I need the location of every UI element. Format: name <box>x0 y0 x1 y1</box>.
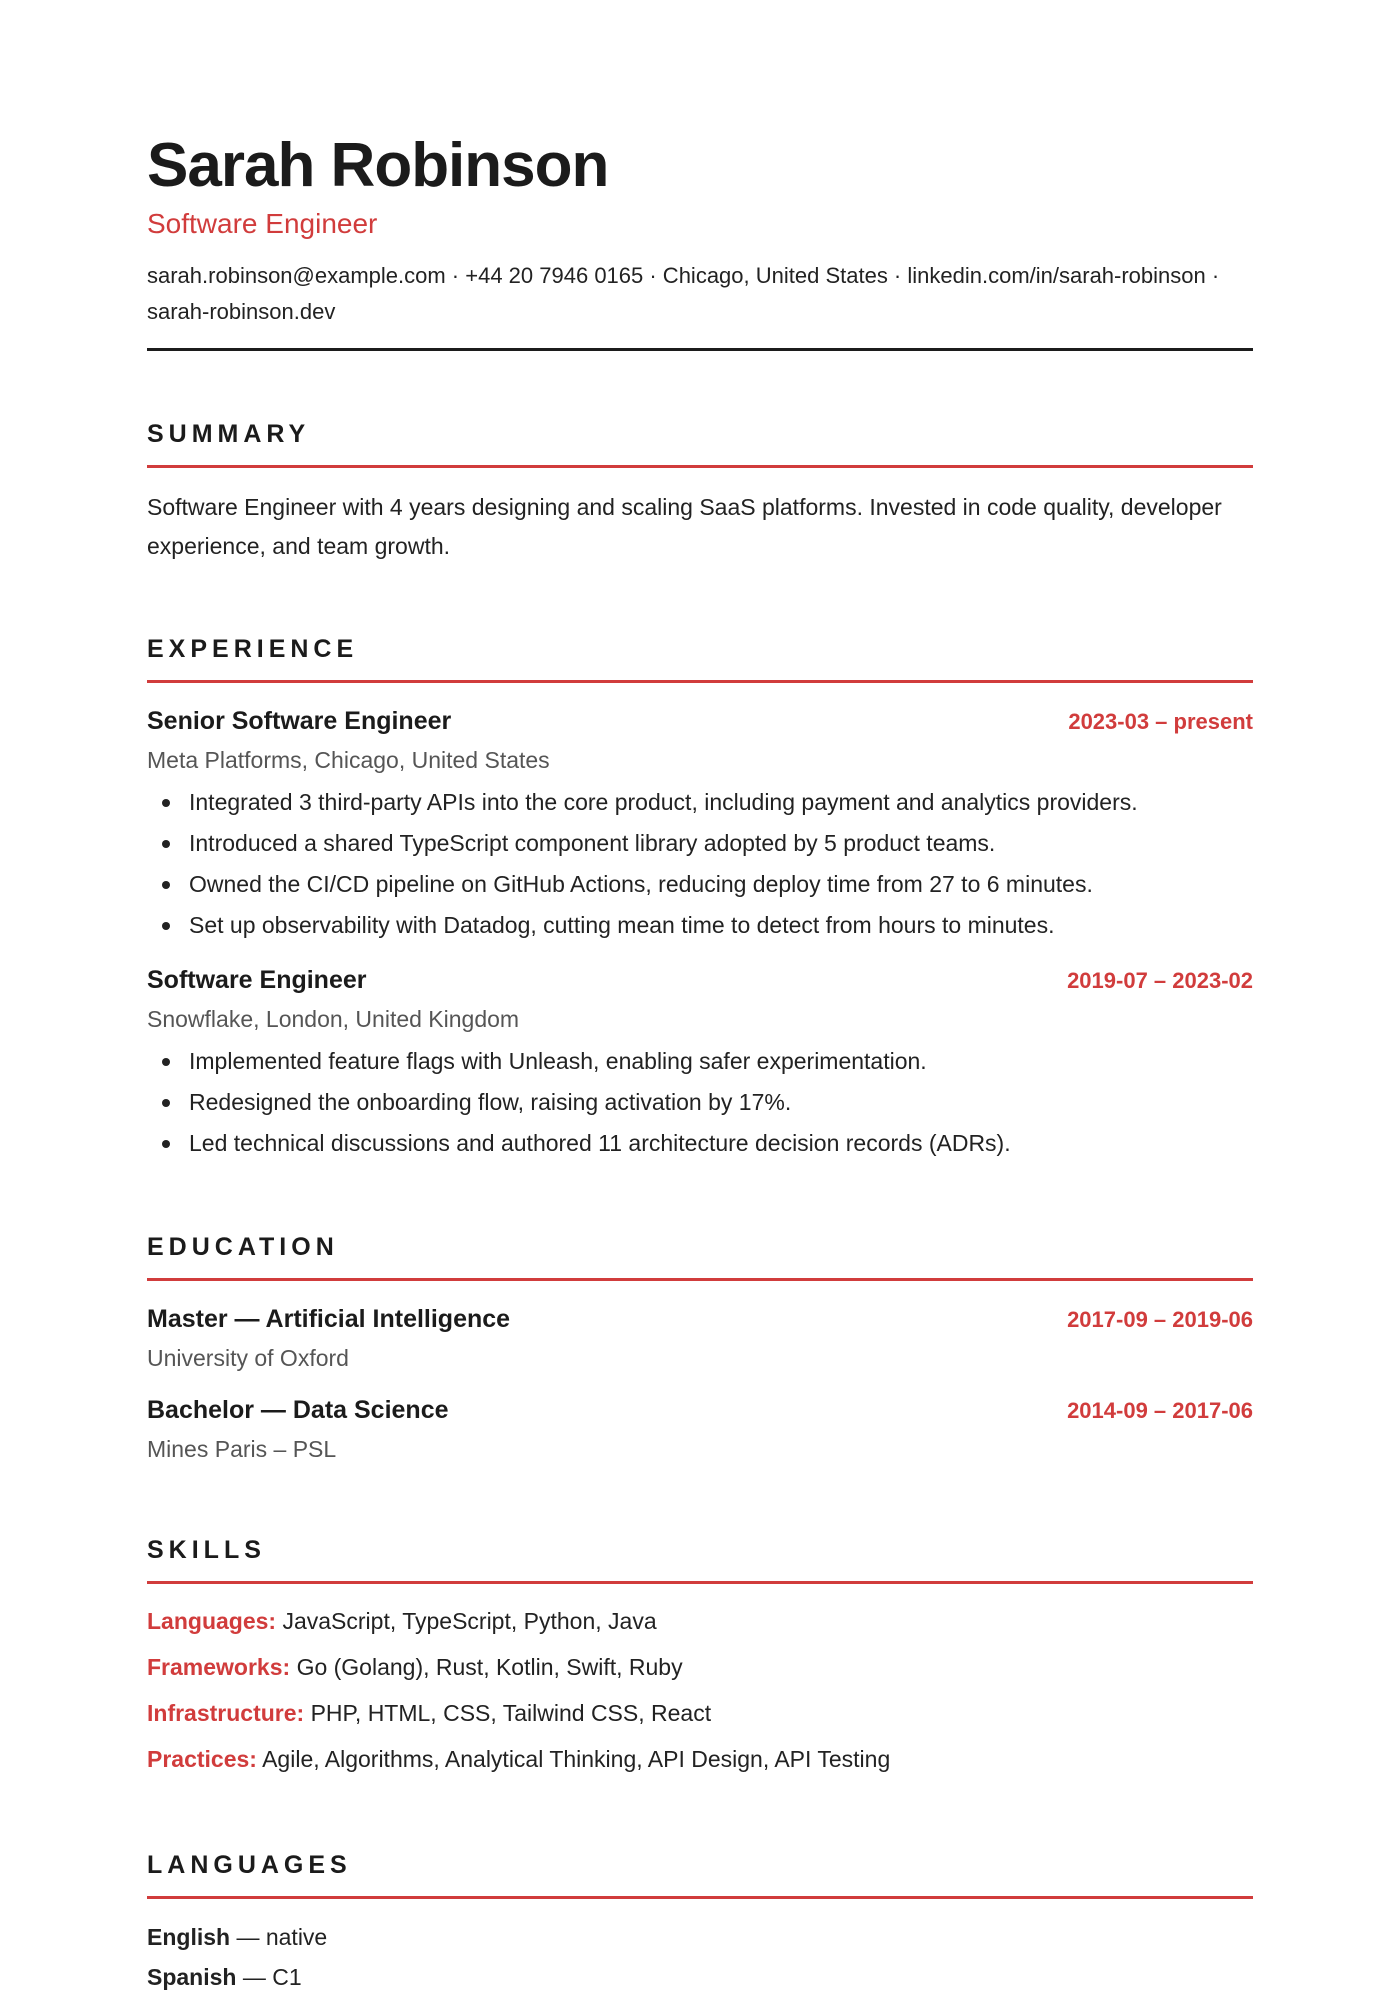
skill-group <box>147 1690 1253 1736</box>
degree-dates: 2017-09 – 2019-06 <box>1067 1307 1253 1332</box>
summary-section <box>147 419 1253 566</box>
job-company: Meta Platforms, Chicago, United States <box>147 747 550 773</box>
job-bullets <box>147 1041 1253 1164</box>
language-level: — native <box>236 1924 328 1950</box>
language-name: English <box>147 1924 231 1950</box>
entry-header <box>147 962 1253 999</box>
languages-list <box>147 1917 1253 1997</box>
entry-header <box>147 703 1253 740</box>
experience-section <box>147 634 1253 1164</box>
skill-label: Infrastructure: <box>147 1700 305 1726</box>
section-divider <box>147 1581 1253 1584</box>
language-name: Spanish <box>147 1964 237 1990</box>
entry-header <box>147 1392 1253 1429</box>
skill-value: Agile, Algorithms, Analytical Thinking, API Design, API Testing <box>262 1746 891 1772</box>
skill-value: Go (Golang), Rust, Kotlin, Swift, Ruby <box>296 1654 683 1680</box>
section-divider <box>147 680 1253 683</box>
job-bullets <box>147 782 1253 946</box>
bullet-text: Owned the CI/CD pipeline on GitHub Actions, reducing deploy time from 27 to 6 minutes. <box>189 871 1093 897</box>
language-item <box>147 1957 1253 1997</box>
bullet-text: Set up observability with Datadog, cutting mean time to detect from hours to minutes. <box>189 912 1055 938</box>
school-name: University of Oxford <box>147 1345 349 1371</box>
contact-line: sarah.robinson@example.com · +44 20 7946 0165 · Chicago, United States · linkedin.com/in/sarah-robinson · sarah-robinson.dev <box>147 263 1220 324</box>
entry-header <box>147 1301 1253 1338</box>
candidate-role: Software Engineer <box>147 208 378 239</box>
section-divider <box>147 465 1253 468</box>
job-company: Snowflake, London, United Kingdom <box>147 1006 520 1032</box>
skills-list <box>147 1598 1253 1782</box>
school-name: Mines Paris – PSL <box>147 1436 337 1462</box>
list-item <box>147 782 1253 823</box>
skill-group <box>147 1736 1253 1782</box>
job-title: Software Engineer <box>147 966 367 994</box>
education-section <box>147 1232 1253 1467</box>
skill-value: JavaScript, TypeScript, Python, Java <box>282 1608 657 1634</box>
section-title-summary: SUMMARY <box>147 420 311 448</box>
language-level: — C1 <box>242 1964 302 1990</box>
bullet-text: Redesigned the onboarding flow, raising activation by 17%. <box>189 1089 792 1115</box>
experience-entry <box>147 703 1253 946</box>
section-divider <box>147 1278 1253 1281</box>
degree-dates: 2014-09 – 2017-06 <box>1067 1398 1253 1423</box>
bullet-text: Led technical discussions and authored 11 architecture decision records (ADRs). <box>189 1130 1011 1156</box>
list-item <box>147 905 1253 946</box>
candidate-name: Sarah Robinson <box>147 131 609 200</box>
bullet-icon <box>162 840 170 848</box>
section-title-languages: LANGUAGES <box>147 1851 352 1879</box>
summary-text: Software Engineer with 4 years designing and scaling SaaS platforms. Invested in code quality, developer experience, and team growth. <box>147 494 1222 559</box>
skill-label: Practices: <box>147 1746 257 1772</box>
job-title: Senior Software Engineer <box>147 707 452 735</box>
experience-entry <box>147 962 1253 1164</box>
bullet-text: Introduced a shared TypeScript component library adopted by 5 product teams. <box>189 830 996 856</box>
language-item <box>147 1917 1253 1957</box>
education-entry <box>147 1392 1253 1467</box>
section-title-skills: SKILLS <box>147 1536 266 1564</box>
list-item <box>147 864 1253 905</box>
skill-group <box>147 1598 1253 1644</box>
list-item <box>147 1041 1253 1082</box>
skills-section <box>147 1535 1253 1782</box>
section-title-experience: EXPERIENCE <box>147 635 359 663</box>
list-item <box>147 823 1253 864</box>
list-item <box>147 1123 1253 1164</box>
bullet-icon <box>162 922 170 930</box>
skill-label: Languages: <box>147 1608 277 1634</box>
job-dates: 2023-03 – present <box>1068 709 1253 734</box>
bullet-icon <box>162 1140 170 1148</box>
skill-value: PHP, HTML, CSS, Tailwind CSS, React <box>310 1700 712 1726</box>
skill-group <box>147 1644 1253 1690</box>
list-item <box>147 1082 1253 1123</box>
languages-section <box>147 1850 1253 1997</box>
bullet-text: Implemented feature flags with Unleash, enabling safer experimentation. <box>189 1048 927 1074</box>
degree-title: Bachelor — Data Science <box>147 1396 449 1424</box>
header-divider <box>147 348 1253 351</box>
bullet-text: Integrated 3 third-party APIs into the core product, including payment and analytics providers. <box>189 789 1138 815</box>
education-entry <box>147 1301 1253 1376</box>
bullet-icon <box>162 1099 170 1107</box>
section-divider <box>147 1896 1253 1899</box>
resume-header <box>147 128 1253 351</box>
bullet-icon <box>162 799 170 807</box>
skill-label: Frameworks: <box>147 1654 291 1680</box>
bullet-icon <box>162 881 170 889</box>
section-title-education: EDUCATION <box>147 1233 339 1261</box>
job-dates: 2019-07 – 2023-02 <box>1067 968 1253 993</box>
bullet-icon <box>162 1058 170 1066</box>
degree-title: Master — Artificial Intelligence <box>147 1305 511 1333</box>
